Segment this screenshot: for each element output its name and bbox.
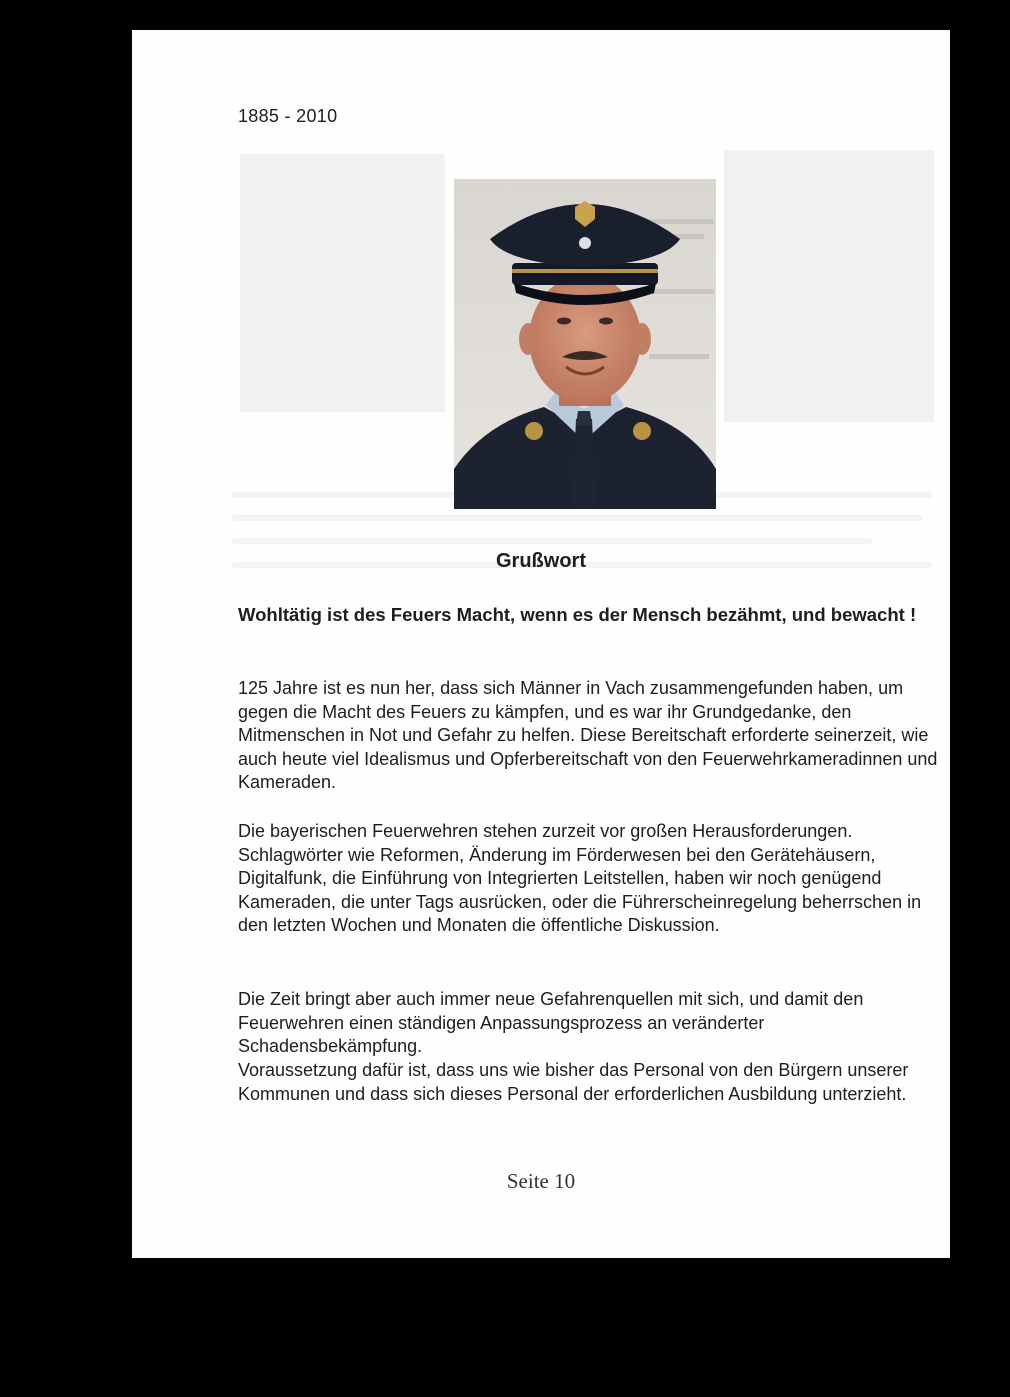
document-page xyxy=(132,30,950,1258)
bleed-through-line xyxy=(232,515,922,521)
motto-heading: Wohltätig ist des Feuers Macht, wenn es der Mensch bezähmt, und bewacht ! xyxy=(238,604,917,625)
bleed-through-line xyxy=(232,538,872,544)
bleed-through-image-right xyxy=(724,150,934,422)
page-number: Seite 10 xyxy=(506,1169,576,1193)
paragraph: Die bayerischen Feuerwehren stehen zurzeit vor großen Herausforderungen. Schlagwörter wie Reformen, Änderung im Förderwesen bei den Gerätehäusern, Digitalfunk, die Einführung von Integrierten Leitstellen, haben wir noch genügend Kameraden, die unter Tags ausrücken, oder die Führerscheinregelung beherrschen in den letzten Wochen und Monaten die öffentliche Diskussion. xyxy=(238,821,922,936)
year-range: 1885 - 2010 xyxy=(238,106,338,126)
bleed-through-image-left xyxy=(240,154,445,412)
paragraph: Die Zeit bringt aber auch immer neue Gefahrenquellen mit sich, und damit den Feuerwehren einen ständigen Anpassungsprozess an veränderter Schadensbekämpfung. xyxy=(238,989,864,1057)
page-title: Grußwort xyxy=(496,550,586,572)
paragraph: 125 Jahre ist es nun her, dass sich Männer in Vach zusammengefunden haben, um gegen die Macht des Feuers zu kämpfen, und es war ihr Grundgedanke, den Mitmenschen in Not und Gefahr zu helfen. Diese Bereitschaft erforderte seinerzeit, wie auch heute viel Idealismus und Opferbereitschaft von den Feuerwehrkameradinnen und Kameraden. xyxy=(238,678,938,793)
paragraph: Voraussetzung dafür ist, dass uns wie bisher das Personal von den Bürgern unserer Kommunen und dass sich dieses Personal der erforderlichen Ausbildung unterzieht. xyxy=(238,1060,909,1104)
portrait-photo xyxy=(454,179,716,509)
